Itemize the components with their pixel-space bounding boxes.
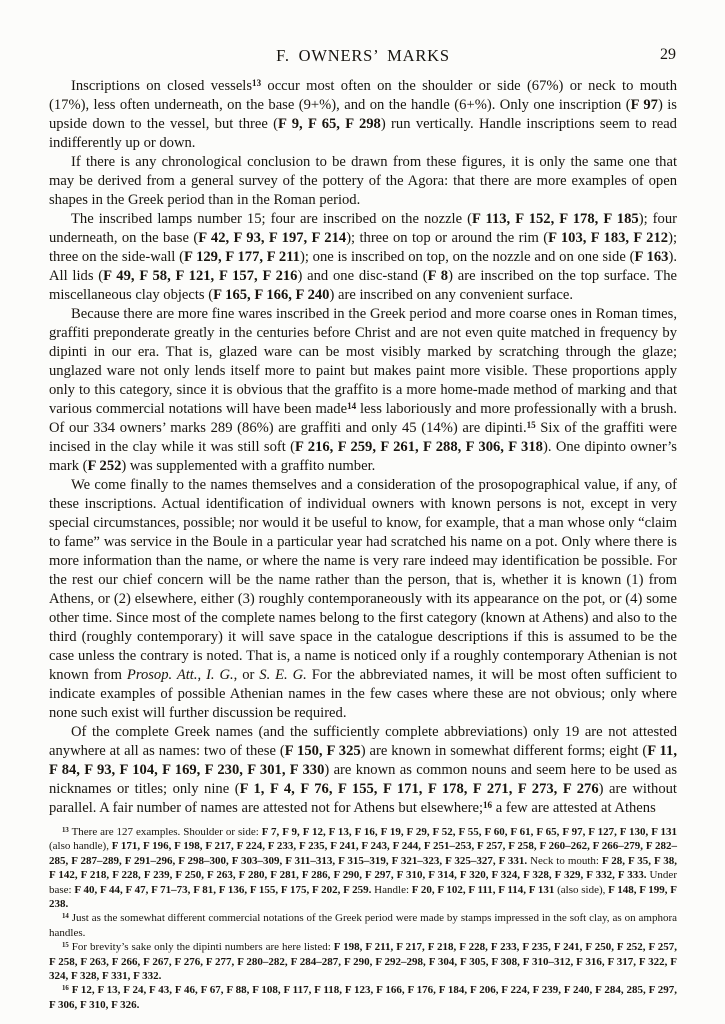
text-run: ) is upside down to the vessel, but three ( (49, 97, 677, 132)
text-run: ). One dipinto owner’s mark ( (49, 439, 677, 474)
text-run: F 1, F 4, F 76, F 155, F 171, F 178, F 271, F 273, F 276 (239, 781, 599, 797)
text-run: S. E. G. (259, 667, 307, 683)
text-run: Just as the somewhat different commercial notations of the Greek period were made by stamps impressed in the soft clay, as on amphora handles. (49, 912, 677, 939)
text-run: (also handle), (49, 840, 112, 853)
para-chronological-conclusion (49, 153, 677, 210)
body-text (49, 77, 677, 818)
text-run: F 7, F 9, F 12, F 13, F 16, F 19, F 29, F 52, F 55, F 60, F 61, F 65, F 97, F 127, F 130, F 131 (261, 826, 678, 838)
text-run: F 129, F 177, F 211 (183, 249, 300, 265)
section-heading: F. OWNERS’ MARKS (276, 46, 450, 65)
footnote-13 (49, 825, 677, 911)
text-run: ); three on top or around the rim ( (346, 230, 549, 246)
text-run: If there is any chronological conclusion to be drawn from these figures, it is only the same one that may be derived from a general survey of the pottery of the Agora: that there are more examples of open shapes in the Greek period than in the Roman period. (49, 154, 677, 208)
text-run: (also side), (554, 883, 609, 896)
text-run: F 9, F 65, F 298 (278, 116, 381, 132)
text-run: , or (233, 667, 260, 683)
text-run: ) was supplemented with a graffito number. (121, 458, 376, 474)
text-run: F 198, F 211, F 217, F 218, F 228, F 233, F 235, F 241, F 250, F 252, F 257, F 258, F 263, F 266, F 267, F 276, F 277, F 280–282, F 284–287, F 290, F 292–298, F 304, F 305, F 308, F 310–312, F 316, F 317, F 322, F 324, F 328, F 331, F 332. (49, 941, 677, 983)
text-run: ) are inscribed on the top surface. The miscellaneous clay objects ( (49, 268, 677, 303)
text-run: occur most often on the shoulder or side (67%) or neck to mouth (17%), less often underneath, on the base (9+%), and on the handle (6+%). Only one inscription ( (49, 78, 677, 113)
text-run: Of the complete Greek names (and the sufficiently complete abbreviations) only 19 are not attested anywhere at all as names: two of these ( (49, 724, 677, 759)
footnotes (49, 825, 677, 1012)
text-run: ) are without parallel. A fair number of names are attested not for Athens but elsewhere; (49, 781, 677, 816)
para-names-prosopographical-value (49, 476, 677, 723)
text-run: ). All lids ( (49, 249, 677, 284)
footnote-marker-15: 15 (62, 942, 69, 950)
text-run: F 12, F 13, F 24, F 43, F 46, F 67, F 88, F 108, F 117, F 118, F 123, F 166, F 176, F 184, F 206, F 224, F 239, F 240, F 284, 285, F 297, F 306, F 310, F 326. (49, 984, 678, 1011)
text-run: , (197, 667, 207, 683)
text-run: Under base: (49, 869, 677, 896)
text-run: There are 127 examples. Shoulder or side: (68, 826, 262, 838)
text-run: The inscribed lamps number 15; four are inscribed on the nozzle ( (71, 211, 473, 227)
text-run: F 150, F 325 (284, 743, 361, 759)
para-graffiti-vs-dipinti (49, 305, 677, 476)
text-run: F 171, F 196, F 198, F 217, F 224, F 233, F 235, F 241, F 243, F 244, F 251–253, F 257, F 258, F 260–262, F 266–279, F 282–285, F 287–289, F 291–296, F 298–300, F 303–309, F 311–313, F 315–319, F 321–323, F 325–327, F 331. (49, 840, 677, 867)
text-run: F 103, F 183, F 212 (548, 230, 669, 246)
text-run: Six of the graffiti were incised in the clay while it was still soft ( (49, 420, 677, 455)
text-run: Prosop. Att. (126, 667, 198, 683)
text-run: ); three on the side-wall ( (49, 230, 677, 265)
page-number: 29 (660, 46, 676, 63)
footnote-marker-13: 13 (62, 826, 69, 834)
text-run: a few are attested at Athens (492, 800, 656, 816)
text-run: ) are known as common nouns and seem here to be used as nicknames or titles; only nine ( (49, 762, 677, 797)
para-unattested-names (49, 723, 677, 818)
footnote-ref-13: 13 (252, 77, 262, 88)
text-run: F 49, F 58, F 121, F 157, F 216 (103, 268, 298, 284)
text-run: F 20, F 102, F 111, F 114, F 131 (411, 883, 555, 896)
footnote-marker-14: 14 (62, 913, 69, 921)
text-run: F 165, F 166, F 240 (213, 287, 330, 303)
text-run: ) and one disc-stand ( (297, 268, 428, 284)
text-run: ) run vertically. Handle inscriptions seem to read indifferently up or down. (49, 116, 677, 151)
text-run: ); four underneath, on the base ( (49, 211, 677, 246)
text-run: F 216, F 259, F 261, F 288, F 306, F 318 (295, 439, 543, 455)
footnote-16 (49, 983, 677, 1012)
text-run: ) are inscribed on any convenient surface. (329, 287, 573, 303)
text-run: less laboriously and more professionally with a brush. Of our 334 owners’ marks 289 (86%) are graffiti and only 45 (14%) are dipinti. (49, 401, 677, 436)
text-run: F 28, F 35, F 38, F 142, F 218, F 228, F 239, F 250, F 263, F 280, F 281, F 286, F 290, F 297, F 310, F 314, F 320, F 324, F 328, F 329, F 332, F 333. (49, 854, 677, 882)
text-run: For brevity’s sake only the dipinti numbers are here listed: (68, 941, 334, 954)
text-run: F 148, F 199, F 238. (49, 883, 678, 911)
text-run: We come finally to the names themselves and a consideration of the prosopographical value, if any, of these inscriptions. Actual identification of individual owners with known persons is not, except in very special circumstances, possible; nor would it be useful to know, for example, that a man whose only “claim to fame” was service in the Boule in a particular year had scratched his name on a pot. Only where there is more information than the name, or where the name is very rare indeed may identification be possible. For the rest our chief concern will be the name rather than the person, that is, whether it is known (1) from Athens, or (2) elsewhere, either (3) roughly contemporaneously with its appearance on the pot, or (4) some other time. Since most of the complete names belong to the first category (known at Athens) and also to the third (roughly contemporary) it will save space in the catalogue descriptions if this is assumed to be the case unless the contrary is noted. That is, a name is noticed only if a roughly contemporary Athenian is not known from (49, 477, 677, 683)
text-run: For the abbreviated names, it will be most often sufficient to indicate examples of possible Athenian names in the few cases where these are not obvious; only where none such exist will further discussion be required. (49, 667, 678, 721)
text-run: F 11, F 84, F 93, F 104, F 169, F 230, F 301, F 330 (49, 743, 677, 778)
footnote-ref-16: 16 (483, 799, 493, 810)
text-run: F 163 (634, 249, 669, 265)
text-run: Inscriptions on closed vessels (71, 78, 253, 94)
para-inscribed-lamps (49, 210, 677, 305)
text-run: I. G. (206, 667, 234, 683)
footnote-marker-16: 16 (62, 985, 69, 993)
text-run: F 40, F 44, F 47, F 71–73, F 81, F 136, F 155, F 175, F 202, F 259. (74, 883, 372, 896)
footnote-15 (49, 940, 677, 983)
text-run: Handle: (371, 883, 412, 896)
footnote-ref-14: 14 (347, 400, 357, 411)
text-run: ) are known in somewhat different forms; eight ( (360, 743, 648, 759)
text-run: ); one is inscribed on top, on the nozzle and on one side ( (299, 249, 635, 265)
text-run: F 252 (87, 458, 122, 474)
page-header (49, 46, 677, 66)
para-inscription-placement (49, 77, 677, 153)
footnote-14 (49, 911, 677, 940)
text-run: F 42, F 93, F 197, F 214 (198, 230, 347, 246)
text-run: Neck to mouth: (527, 854, 602, 867)
text-run: Because there are more fine wares inscribed in the Greek period and more coarse ones in Roman times, graffiti preponderate greatly in the centuries before Christ and are not even quite matched in frequency by dipinti in our era. That is, glazed ware can be most visibly marked by scratching through the glaze; unglazed ware not only lends itself more to paint but makes paint more visible. These proportions apply only to this category, since it is obvious that the graffito is a more home-made method of marking and that various commercial notations will have been made (49, 306, 677, 417)
footnote-ref-15: 15 (526, 419, 536, 430)
text-run: F 8 (427, 268, 449, 284)
text-run: F 97 (630, 97, 658, 113)
text-run: F 113, F 152, F 178, F 185 (472, 211, 639, 227)
